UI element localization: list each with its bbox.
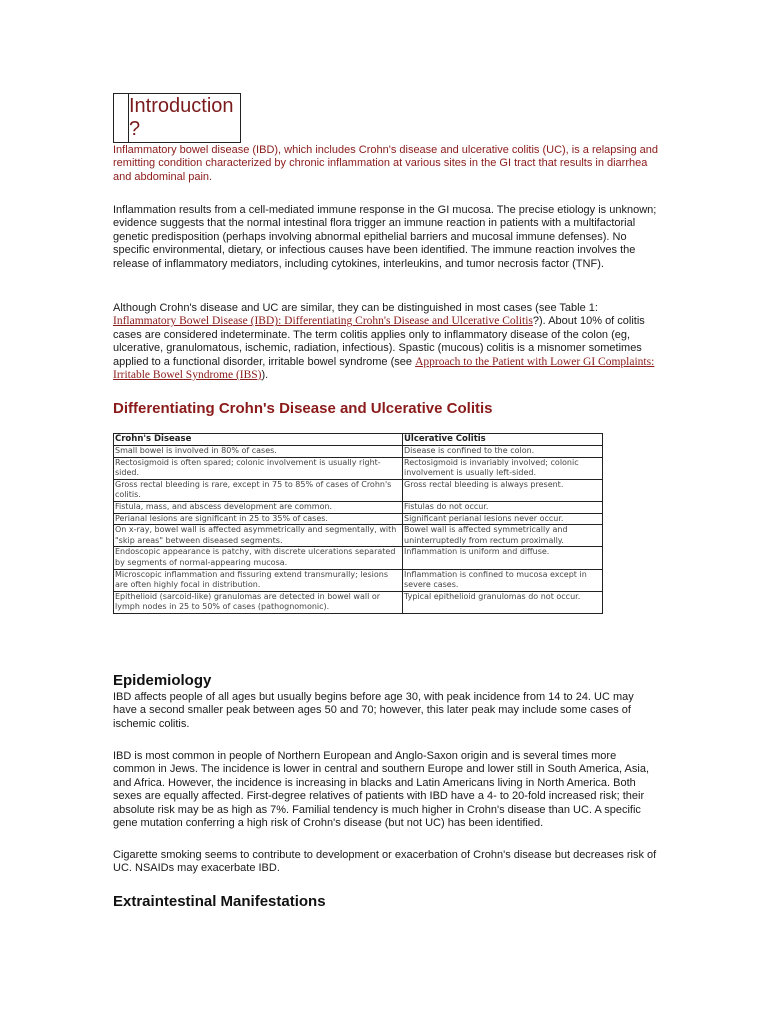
introduction-heading-box [113, 93, 241, 143]
crohns-cell: Microscopic inflammation and fissuring extend transmurally; lesions are often highly focal in distribution. [114, 569, 403, 591]
uc-cell: Bowel wall is affected symmetrically and uninterruptedly from rectum proximally. [403, 525, 603, 547]
table-row [114, 569, 603, 591]
extraintestinal-heading: Extraintestinal Manifestations [113, 893, 326, 910]
table-row [114, 513, 603, 525]
epidemiology-paragraph-1: IBD affects people of all ages but usually begins before age 30, with peak incidence from 14 to 24. UC may have a second smaller peak between ages 50 and 70; however, this later peak may include some cases of ischemic colitis. [113, 691, 634, 730]
table-row [114, 501, 603, 513]
crohns-vs-uc-table [113, 433, 603, 614]
uc-cell: Inflammation is confined to mucosa except in severe cases. [403, 569, 603, 591]
table-row [114, 479, 603, 501]
crohns-cell: Epithelioid (sarcoid-like) granulomas are detected in bowel wall or lymph nodes in 25 to 50% of cases (pathognomonic). [114, 591, 403, 613]
intro-paragraph-2: Inflammation results from a cell-mediated immune response in the GI mucosa. The precise etiology is unknown; evidence suggests that the normal intestinal flora trigger an immune reaction in patients with a multifactorial genetic predisposition (perhaps involving abnormal epithelial barriers and mucosal immune defenses). No specific environmental, dietary, or infectious causes have been identified. The immune reaction involves the release of inflammatory mediators, including cytokines, interleukins, and tumor necrosis factor (TNF). [113, 204, 657, 270]
uc-cell: Inflammation is uniform and diffuse. [403, 547, 603, 569]
uc-cell: Fistulas do not occur. [403, 501, 603, 513]
crohns-cell: On x-ray, bowel wall is affected asymmetrically and segmentally, with "skip areas" between diseased segments. [114, 525, 403, 547]
differentiating-heading: Differentiating Crohn's Disease and Ulcerative Colitis [113, 400, 493, 417]
column-header-uc: Ulcerative Colitis [403, 434, 603, 446]
differentiating-heading-wrap [113, 400, 658, 418]
table-1-link[interactable]: Inflammatory Bowel Disease (IBD): Differentiating Crohn's Disease and Ulcerative Colitis [113, 315, 533, 328]
crohns-cell: Endoscopic appearance is patchy, with discrete ulcerations separated by segments of normal-appearing mucosa. [114, 547, 403, 569]
epidemiology-heading-wrap [113, 672, 658, 690]
crohns-cell: Fistula, mass, and abscess development are common. [114, 501, 403, 513]
extraintestinal-heading-wrap [113, 893, 658, 911]
table-header-row [114, 434, 603, 446]
epidemiology-paragraph-2: IBD is most common in people of Northern European and Anglo-Saxon origin and is several times more common in Jews. The incidence is lower in central and southern Europe and lower still in South America, Asia, and Africa. However, the incidence is increasing in blacks and Latin Americans living in North America. Both sexes are equally affected. First-degree relatives of patients with IBD have a 4- to 20-fold increased risk; their absolute risk may be as high as 7%. Familial tendency is much higher in Crohn's disease than UC. A specific gene mutation conferring a high risk of Crohn's disease (but not UC) has been identified. [113, 750, 650, 830]
intro-paragraph-3: Although Crohn's disease and UC are similar, they can be distinguished in most cases (see Table 1: Inflammatory Bowel Disease (IBD): Differentiating Crohn's Disease and Ulcerative Colitis?). About 10% of colitis cases are considered indeterminate. The term colitis applies only to inflammatory disease of the colon (eg, ulcerative, granulomatous, ischemic, radiation, infectious). Spastic (mucous) colitis is a misnomer sometimes applied to a functional disorder, irritable bowel syndrome (see Approach to the Patient with Lower GI Complaints: Irritable Bowel Syndrome (IBS)). [113, 302, 655, 382]
uc-cell: Typical epithelioid granulomas do not occur. [403, 591, 603, 613]
crohns-cell: Gross rectal bleeding is rare, except in 75 to 85% of cases of Crohn's colitis. [114, 479, 403, 501]
table-row [114, 525, 603, 547]
crohns-cell: Small bowel is involved in 80% of cases. [114, 446, 403, 458]
uc-cell: Gross rectal bleeding is always present. [403, 479, 603, 501]
column-header-crohns: Crohn's Disease [114, 434, 403, 446]
uc-cell: Disease is confined to the colon. [403, 446, 603, 458]
table-row [114, 591, 603, 613]
introduction-heading: Introduction ? [129, 95, 234, 140]
epidemiology-heading: Epidemiology [113, 672, 212, 689]
table-row [114, 446, 603, 458]
uc-cell: Rectosigmoid is invariably involved; colonic involvement is usually left-sided. [403, 457, 603, 479]
crohns-cell: Perianal lesions are significant in 25 to 35% of cases. [114, 513, 403, 525]
uc-cell: Significant perianal lesions never occur. [403, 513, 603, 525]
intro-paragraph-1: Inflammatory bowel disease (IBD), which includes Crohn's disease and ulcerative colitis (UC), is a relapsing and remitting condition characterized by chronic inflammation at various sites in the GI tract that results in diarrhea and abdominal pain. [113, 144, 659, 183]
ibs-link[interactable]: Approach to the Patient with Lower GI Complaints: Irritable Bowel Syndrome (IBS) [113, 355, 655, 382]
table-row [114, 547, 603, 569]
epidemiology-paragraph-3: Cigarette smoking seems to contribute to development or exacerbation of Crohn's disease but decreases risk of UC. NSAIDs may exacerbate IBD. [113, 849, 657, 875]
table-row [114, 457, 603, 479]
crohns-cell: Rectosigmoid is often spared; colonic involvement is usually right-sided. [114, 457, 403, 479]
